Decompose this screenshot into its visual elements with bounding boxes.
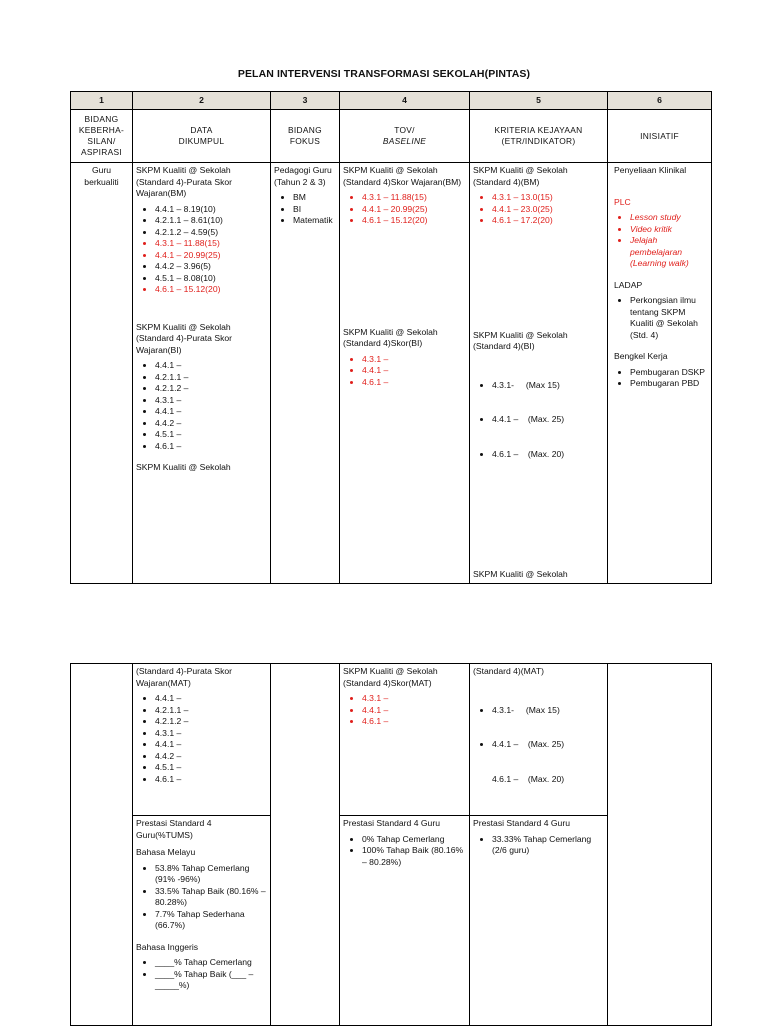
bi-target-list <box>473 357 604 484</box>
cell-text: SKPM Kualiti @ Sekolah (Standard 4)-Purata Skor Wajaran(BM) <box>136 165 233 198</box>
list-item: • 4.2.1.1 – <box>155 705 267 717</box>
list-item: • 4.5.1 – 8.08(10) <box>155 273 267 285</box>
col-number: 1 <box>71 92 133 110</box>
cell-tov-baseline <box>340 816 470 1026</box>
header-kriteria-kejayaan <box>470 110 608 163</box>
target-performance-list <box>473 834 604 857</box>
list-item: • 4.4.1 – <box>155 693 267 705</box>
cell-bidang: Guru berkualiti <box>71 163 133 584</box>
pintas-table-part-1 <box>70 91 712 584</box>
list-item: • BI <box>293 204 336 216</box>
cell-bidang-fokus <box>271 664 340 1026</box>
list-item: • 53.8% Tahap Cemerlang (91% -96%) <box>155 863 267 886</box>
baseline-performance-list <box>343 834 466 869</box>
mat-baseline-list <box>343 693 466 728</box>
cell-text: Prestasi Standard 4 Guru(%TUMS) <box>136 818 212 840</box>
list-item: • 4.3.1 – 11.88(15) <box>362 192 466 204</box>
list-item: • Matematik <box>293 215 336 227</box>
cell-inisiatif <box>608 163 712 584</box>
col-number: 2 <box>133 92 271 110</box>
focus-list <box>274 192 336 227</box>
mat-target-list <box>473 682 604 774</box>
list-item: • 4.2.1.1 – <box>155 372 267 384</box>
mat-score-list <box>136 693 267 785</box>
col-number: 5 <box>470 92 608 110</box>
header-bidang-keberhasilan: BIDANG KEBERHA-SILAN/ ASPIRASI <box>71 110 133 163</box>
cell-text: SKPM Kualiti @ Sekolah (Standard 4)Skor(BI) <box>343 326 438 348</box>
list-item: • 4.4.1 – 23.0(25) <box>492 204 604 216</box>
bi-score-list <box>136 360 267 452</box>
list-item: • 4.3.1 – <box>362 693 466 705</box>
bm-performance-list <box>136 863 267 932</box>
cell-text: PLC <box>614 196 631 207</box>
list-item: • 4.4.1 – 20.99(25) <box>155 250 267 262</box>
list-item: • 4.3.1- (Max 15) <box>492 380 604 392</box>
document-title: PELAN INTERVENSI TRANSFORMASI SEKOLAH(PINTAS) <box>237 68 531 80</box>
cell-inisiatif <box>608 664 712 1026</box>
list-item: • 4.2.1.2 – <box>155 383 267 395</box>
cell-data-dikumpul <box>133 664 271 816</box>
header-tov-baseline <box>340 110 470 163</box>
list-item: • 4.3.1 – <box>155 395 267 407</box>
list-item: • 4.6.1 – 15.12(20) <box>155 284 267 296</box>
header-line: DATA <box>190 125 213 135</box>
list-item: • 4.4.1 – (Max. 25) <box>492 739 604 751</box>
header-line: FOKUS <box>289 136 321 146</box>
cell-text: Prestasi Standard 4 Guru <box>473 818 570 828</box>
list-item: • 4.4.1 – <box>155 360 267 372</box>
cell-text: Bahasa Melayu <box>136 847 196 857</box>
cell-text: Penyeliaan Klinikal <box>614 165 687 175</box>
list-item: • 4.4.1 – 8.19(10) <box>155 204 267 216</box>
list-item: • 4.3.1 – 11.88(15) <box>155 238 267 250</box>
header-line: BIDANG <box>288 125 322 135</box>
header-inisiatif: INISIATIF <box>608 110 712 163</box>
list-item: • 7.7% Tahap Sederhana (66.7%) <box>155 909 267 932</box>
header-line: DIKUMPUL <box>178 136 225 146</box>
list-item: • 4.5.1 – <box>155 429 267 441</box>
list-item: • 4.6.1 – <box>155 774 267 786</box>
cell-data-dikumpul <box>133 816 271 1026</box>
cell-text: Bahasa Inggeris <box>136 941 199 952</box>
list-item: • Pembugaran DSKP <box>630 367 708 379</box>
cell-text: SKPM Kualiti @ Sekolah (Standard 4)(BM) <box>473 165 568 187</box>
list-item: • 4.4.1 – <box>155 739 267 751</box>
cell-text: SKPM Kualiti @ Sekolah <box>473 569 568 579</box>
cell-kriteria-kejayaan <box>470 816 608 1026</box>
list-item: • 33.5% Tahap Baik (80.16% – 80.28%) <box>155 886 267 909</box>
table-row <box>71 664 712 816</box>
list-item: • 4.4.2 – 3.96(5) <box>155 261 267 273</box>
col-number: 4 <box>340 92 470 110</box>
bm-target-list <box>473 192 604 227</box>
list-item: • 4.2.1.1 – 8.61(10) <box>155 215 267 227</box>
list-item: • Perkongsian ilmu tentang SKPM Kualiti @ Sekolah (Std. 4) <box>630 295 708 341</box>
cell-tov-baseline <box>340 163 470 584</box>
list-item: • 4.6.1 – <box>155 441 267 453</box>
bengkel-list <box>608 367 708 390</box>
cell-text: (Learning walk) <box>630 258 689 268</box>
pintas-table-part-2 <box>70 663 712 1026</box>
list-item: • 33.33% Tahap Cemerlang (2/6 guru) <box>492 834 604 857</box>
bi-baseline-list <box>343 354 466 389</box>
cell-text: SKPM Kualiti @ Sekolah (Standard 4)Skor Wajaran(BM) <box>343 165 462 187</box>
bm-score-list <box>136 204 267 296</box>
list-item: • 4.4.2 – <box>155 418 267 430</box>
list-item: • 4.4.2 – <box>155 751 267 763</box>
list-item: • Jelajah pembelajaran <box>630 235 708 258</box>
header-data-dikumpul <box>133 110 271 163</box>
list-item: • 4.6.1 – 17.2(20) <box>492 215 604 227</box>
list-item: • BM <box>293 192 336 204</box>
list-item: • 4.6.1 – 15.12(20) <box>362 215 466 227</box>
cell-text: 4.6.1 – (Max. 20) <box>492 773 565 784</box>
table-row <box>71 163 712 584</box>
cell-kriteria-kejayaan <box>470 163 608 584</box>
cell-bidang <box>71 664 133 1026</box>
cell-text: SKPM Kualiti @ Sekolah (Standard 4)-Purata Skor Wajaran(BI) <box>136 321 233 355</box>
cell-text: SKPM Kualiti @ Sekolah <box>136 462 231 472</box>
list-item: • 4.6.1 – <box>362 716 466 728</box>
cell-text: Pedagogi Guru (Tahun 2 & 3) <box>274 165 332 187</box>
header-line: (ETR/INDIKATOR) <box>501 136 576 146</box>
list-item: • 100% Tahap Baik (80.16% – 80.28%) <box>362 845 466 868</box>
col-number: 3 <box>271 92 340 110</box>
list-item: • 4.2.1.2 – 4.59(5) <box>155 227 267 239</box>
cell-text: LADAP <box>614 279 643 290</box>
list-item: • 4.3.1 – 13.0(15) <box>492 192 604 204</box>
cell-text: SKPM Kualiti @ Sekolah (Standard 4)Skor(MAT) <box>343 666 438 688</box>
list-item: • 4.2.1.2 – <box>155 716 267 728</box>
header-row <box>71 110 712 163</box>
cell-text: (Standard 4)(MAT) <box>473 666 544 676</box>
list-item: • 4.3.1- (Max 15) <box>492 705 604 717</box>
cell-bidang-fokus <box>271 163 340 584</box>
header-line: BASELINE <box>382 136 427 146</box>
list-item: • 4.4.1 – <box>362 705 466 717</box>
cell-text: (Standard 4)-Purata Skor Wajaran(MAT) <box>136 666 233 688</box>
cell-tov-baseline <box>340 664 470 816</box>
cell-kriteria-kejayaan <box>470 664 608 816</box>
list-item: • 4.6.1 – <box>362 377 466 389</box>
list-item: • Pembugaran PBD <box>630 378 708 390</box>
list-item: • 4.4.1 – (Max. 25) <box>492 414 604 426</box>
col-number: 6 <box>608 92 712 110</box>
header-line: KRITERIA KEJAYAAN <box>494 125 583 135</box>
cell-text: SKPM Kualiti @ Sekolah (Standard 4)(BI) <box>473 329 568 351</box>
bm-baseline-list <box>343 192 466 227</box>
list-item: • 4.4.1 – <box>155 406 267 418</box>
list-item: • 4.3.1 – <box>155 728 267 740</box>
bi-performance-list <box>136 957 267 992</box>
cell-text: Bengkel Kerja <box>614 351 668 361</box>
header-line: TOV/ <box>394 125 415 135</box>
list-item: • 4.4.1 – <box>362 365 466 377</box>
list-item: • ____% Tahap Cemerlang <box>155 957 267 969</box>
cell-data-dikumpul <box>133 163 271 584</box>
list-item: • Lesson study <box>630 212 708 224</box>
cell-text: Prestasi Standard 4 Guru <box>343 818 440 828</box>
list-item: • Video kritik <box>630 224 708 236</box>
list-item: • 4.3.1 – <box>362 354 466 366</box>
list-item: • 4.4.1 – 20.99(25) <box>362 204 466 216</box>
list-item: • ____% Tahap Baik (___ – _____%) <box>155 969 267 992</box>
plc-list <box>614 212 708 258</box>
list-item: • 4.6.1 – (Max. 20) <box>492 449 604 461</box>
list-item: • 4.5.1 – <box>155 762 267 774</box>
list-item: • 0% Tahap Cemerlang <box>362 834 466 846</box>
header-bidang-fokus <box>271 110 340 163</box>
ladap-list <box>614 295 708 341</box>
column-number-row <box>71 92 712 110</box>
